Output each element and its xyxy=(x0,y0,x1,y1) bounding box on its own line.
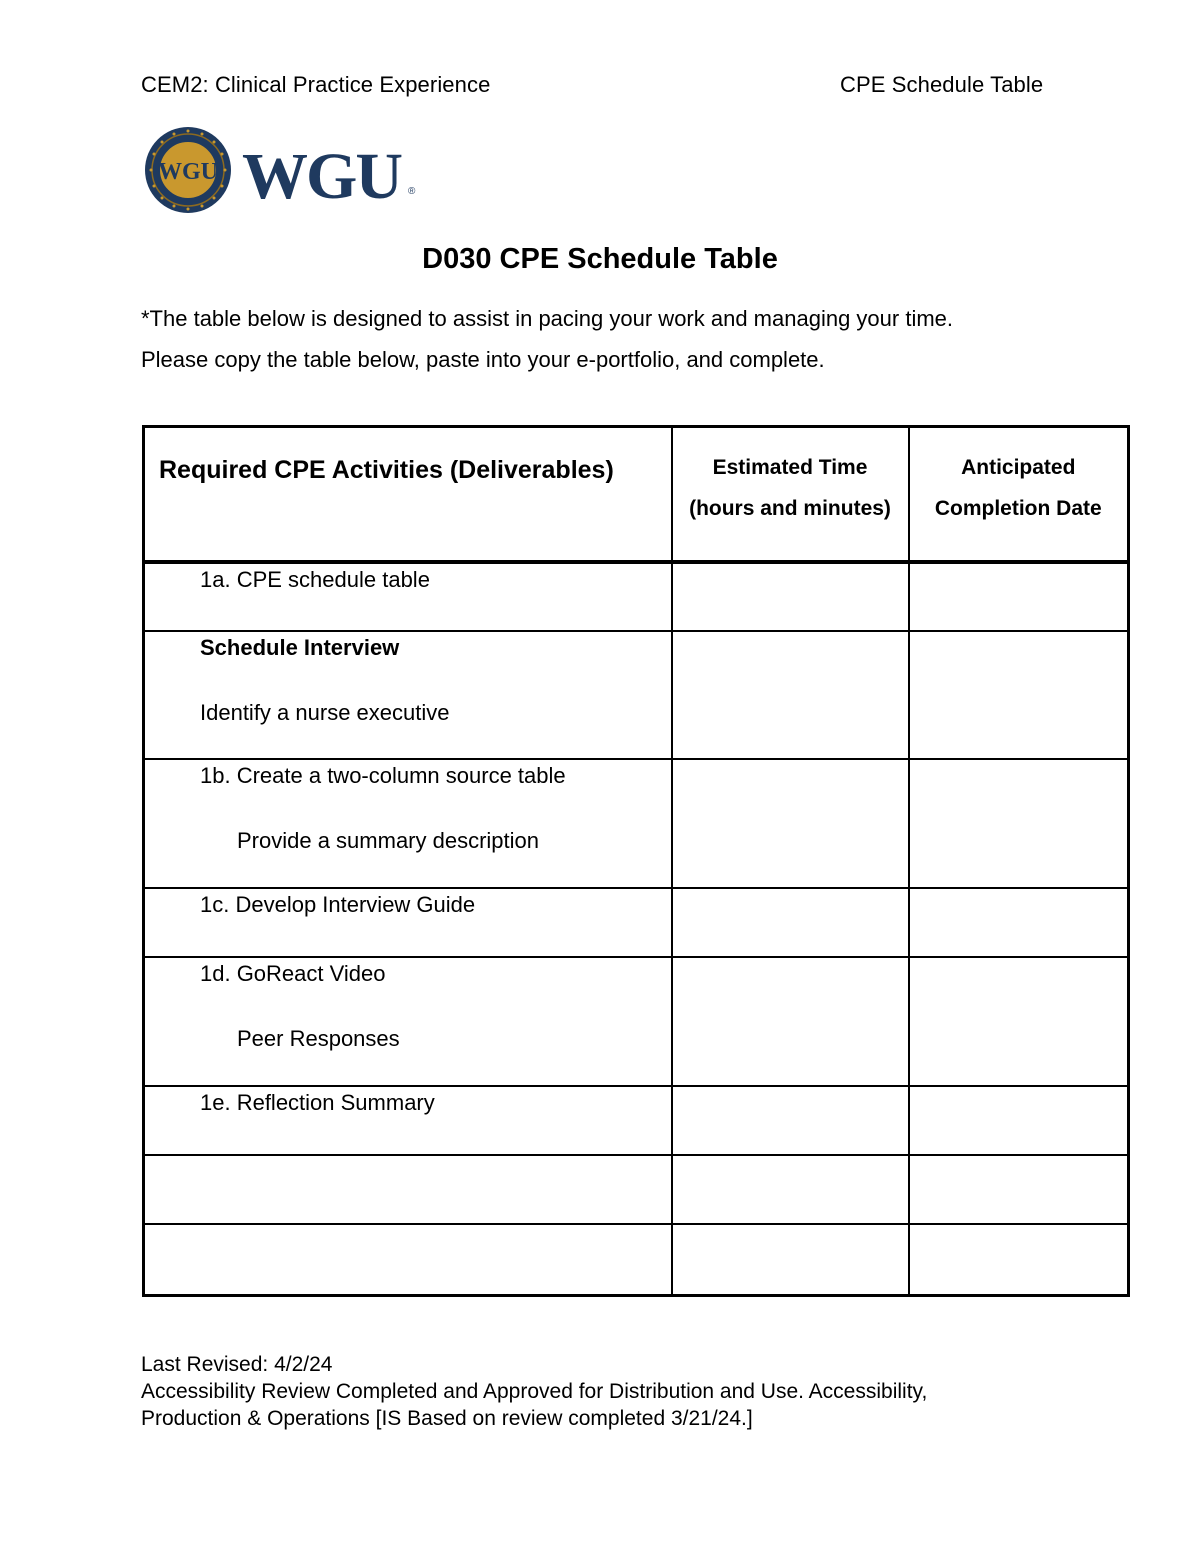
completion-date-cell[interactable] xyxy=(909,1086,1129,1155)
activity-cell[interactable] xyxy=(144,1224,672,1296)
activity-cell xyxy=(144,759,672,888)
cpe-schedule-table xyxy=(142,425,1130,1297)
accessibility-note-line2: Production & Operations [IS Based on review completed 3/21/24.] xyxy=(141,1407,753,1430)
completion-date-cell[interactable] xyxy=(909,1155,1129,1224)
activity-cell xyxy=(144,888,672,957)
activity-label: 1c. Develop Interview Guide xyxy=(200,891,476,917)
svg-text:WGU: WGU xyxy=(242,140,401,213)
header-document-title: CPE Schedule Table xyxy=(840,72,1044,97)
completion-date-cell[interactable] xyxy=(909,562,1129,631)
header-estimated-time-line1: Estimated Time xyxy=(712,456,868,479)
svg-text:WGU: WGU xyxy=(158,159,218,185)
wgu-seal-icon xyxy=(144,126,424,214)
estimated-time-cell[interactable] xyxy=(672,1224,909,1296)
activity-sublabel: Peer Responses xyxy=(237,1025,400,1051)
estimated-time-cell[interactable] xyxy=(672,562,909,631)
activity-cell[interactable] xyxy=(144,1155,672,1224)
activity-label: Schedule Interview xyxy=(200,634,400,660)
activity-label: 1a. CPE schedule table xyxy=(200,566,430,592)
table-row xyxy=(144,888,1129,957)
header-completion-date xyxy=(909,427,1129,562)
estimated-time-cell[interactable] xyxy=(672,1086,909,1155)
table-row xyxy=(144,562,1129,631)
header-estimated-time-line2: (hours and minutes) xyxy=(689,497,891,520)
table-row xyxy=(144,631,1129,759)
header-course-title: CEM2: Clinical Practice Experience xyxy=(141,72,491,97)
activity-cell xyxy=(144,631,672,759)
svg-text:®: ® xyxy=(408,186,416,197)
completion-date-cell[interactable] xyxy=(909,1224,1129,1296)
wgu-logo xyxy=(144,126,424,214)
activity-cell xyxy=(144,957,672,1086)
completion-date-cell[interactable] xyxy=(909,631,1129,759)
estimated-time-cell[interactable] xyxy=(672,759,909,888)
activity-label: 1d. GoReact Video xyxy=(200,960,386,986)
estimated-time-cell[interactable] xyxy=(672,957,909,1086)
header-estimated-time xyxy=(672,427,909,562)
intro-line-2: Please copy the table below, paste into your e-portfolio, and complete. xyxy=(141,347,825,372)
activity-label: 1b. Create a two-column source table xyxy=(200,762,566,788)
estimated-time-cell[interactable] xyxy=(672,631,909,759)
completion-date-cell[interactable] xyxy=(909,759,1129,888)
table-row xyxy=(144,1086,1129,1155)
completion-date-cell[interactable] xyxy=(909,888,1129,957)
estimated-time-cell[interactable] xyxy=(672,1155,909,1224)
table-row xyxy=(144,957,1129,1086)
footer xyxy=(141,1351,927,1432)
table-header-row xyxy=(144,427,1129,562)
activity-cell xyxy=(144,1086,672,1155)
estimated-time-cell[interactable] xyxy=(672,888,909,957)
page-title: D030 CPE Schedule Table xyxy=(422,243,778,275)
last-revised: Last Revised: 4/2/24 xyxy=(141,1353,333,1376)
intro-line-1: *The table below is designed to assist in pacing your work and managing your time. xyxy=(141,306,954,331)
header-completion-date-line2: Completion Date xyxy=(934,497,1102,520)
table-row xyxy=(144,759,1129,888)
completion-date-cell[interactable] xyxy=(909,957,1129,1086)
header-completion-date-line1: Anticipated xyxy=(961,456,1076,479)
table-row xyxy=(144,1224,1129,1296)
activity-sublabel: Provide a summary description xyxy=(237,827,540,853)
table-row xyxy=(144,1155,1129,1224)
activity-label: 1e. Reflection Summary xyxy=(200,1089,435,1115)
accessibility-note-line1: Accessibility Review Completed and Approved for Distribution and Use. Accessibility, xyxy=(141,1380,928,1403)
header-activities: Required CPE Activities (Deliverables) xyxy=(144,427,672,562)
activity-cell xyxy=(144,562,672,631)
activity-sublabel: Identify a nurse executive xyxy=(200,699,450,725)
